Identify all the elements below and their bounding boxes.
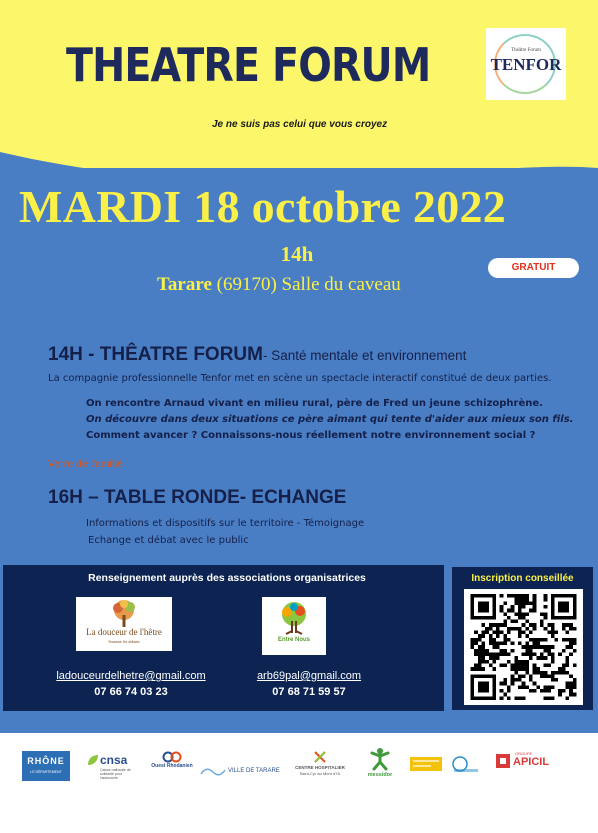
section1-heading bbox=[48, 344, 466, 366]
event-city: Tarare bbox=[157, 274, 212, 295]
event-time-text: 14h bbox=[280, 242, 314, 266]
cnsa-logo bbox=[86, 749, 136, 783]
reception-note: Verre de l'amitié bbox=[48, 458, 123, 470]
org1-logo-name: La douceur de l'hêtre bbox=[86, 627, 162, 637]
org2-phone: 07 68 71 59 57 bbox=[272, 686, 346, 698]
show-subtitle: Je ne suis pas celui que vous croyez bbox=[212, 119, 388, 130]
cnsa-name: cnsa bbox=[100, 753, 128, 767]
sponsors-strip bbox=[0, 735, 598, 833]
free-badge: GRATUIT bbox=[488, 258, 579, 278]
section1-line3: Comment avancer ? Connaissons-nous réellement notre environnement social ? bbox=[86, 430, 536, 441]
section1-line1: On rencontre Arnaud vivant en milieu rural, père de Fred un jeune schizophrène. bbox=[86, 398, 543, 409]
organisers-title: Renseignement auprès des associations organisatrices bbox=[88, 572, 366, 584]
cnsa-leaf-icon bbox=[86, 753, 100, 767]
section2-line2: Echange et débat avec le public bbox=[88, 535, 249, 546]
cnsa-sub: Caisse nationale de solidarité pour l'autonomie bbox=[100, 768, 131, 780]
ouest-swirl-icon bbox=[162, 751, 182, 763]
apicil-name: APICIL bbox=[513, 756, 550, 768]
hospital-name: CENTRE HOSPITALIER bbox=[295, 765, 345, 770]
apicil-group: GROUPE bbox=[515, 751, 533, 756]
hospital-sub: Saint-Cyr au Mont d'Or bbox=[299, 771, 341, 776]
org2-logo-name: Entre Nous bbox=[277, 637, 310, 643]
hospital-logo bbox=[290, 749, 350, 783]
tarare-logo bbox=[200, 763, 280, 781]
tarare-name: VILLE DE TARARE bbox=[228, 768, 280, 774]
qr-code-graphic bbox=[469, 594, 578, 700]
org1-email-link[interactable]: ladouceurdelhetre@gmail.com bbox=[56, 670, 206, 682]
registration-panel bbox=[452, 567, 593, 710]
rhone-logo bbox=[22, 751, 70, 781]
section1-description: La compagnie professionnelle Tenfor met en scène un spectacle interactif constitué de deux parties. bbox=[48, 373, 552, 384]
event-venue: (69170) Salle du caveau bbox=[211, 274, 401, 295]
apicil-logo bbox=[495, 749, 557, 775]
section1-line2: On découvre dans deux situations ce père aimant qui tente d'aider aux mieux son fils. bbox=[86, 414, 574, 425]
hospital-cross-icon bbox=[314, 751, 326, 763]
event-place bbox=[157, 274, 401, 296]
section1-topic: - Santé mentale et environnement bbox=[262, 348, 467, 363]
logo-big-text: TENFOR bbox=[490, 55, 562, 74]
section2-heading: 16H – TABLE RONDE- ECHANGE bbox=[48, 487, 347, 508]
messidor-logo bbox=[362, 747, 398, 783]
messidor-figure-icon bbox=[368, 747, 392, 771]
event-date: MARDI 18 octobre 2022 bbox=[19, 181, 507, 232]
organisers-panel bbox=[3, 565, 444, 711]
section1-title: 14H - THÊATRE FORUM bbox=[48, 344, 263, 365]
qr-modules bbox=[471, 594, 577, 700]
org2-email-link[interactable]: arb69pal@gmail.com bbox=[256, 670, 362, 682]
ouest-rhodanien-logo bbox=[148, 749, 196, 783]
logo-small-text: Théâtre Forum bbox=[511, 48, 541, 53]
tenfor-logo bbox=[486, 28, 566, 100]
messidor-name: messidor bbox=[367, 772, 393, 778]
rhone-sub: LE DÉPARTEMENT bbox=[30, 770, 62, 774]
douceur-hetre-logo bbox=[76, 597, 172, 651]
entre-nous-logo bbox=[262, 597, 326, 655]
registration-label: Inscription conseillée bbox=[471, 573, 574, 584]
tree-icon bbox=[108, 599, 140, 629]
section2-line1: Informations et dispositifs sur le territoire - Témoignage bbox=[86, 518, 365, 529]
apicil-mark-icon bbox=[495, 753, 511, 769]
page-title: THEATRE FORUM bbox=[66, 38, 431, 92]
org1-logo-sub: Soutenir les aidants bbox=[108, 639, 140, 644]
org1-phone: 07 66 74 03 23 bbox=[94, 686, 168, 698]
ars-banner-icon bbox=[410, 755, 480, 773]
ars-logo bbox=[410, 755, 480, 773]
ouest-name: Ouest Rhodanien bbox=[151, 763, 193, 769]
tarare-wave-icon bbox=[200, 767, 226, 777]
tree-heart-icon bbox=[276, 601, 312, 635]
qr-code-icon[interactable] bbox=[464, 589, 583, 705]
rhone-name: RHÔNE bbox=[27, 756, 65, 766]
